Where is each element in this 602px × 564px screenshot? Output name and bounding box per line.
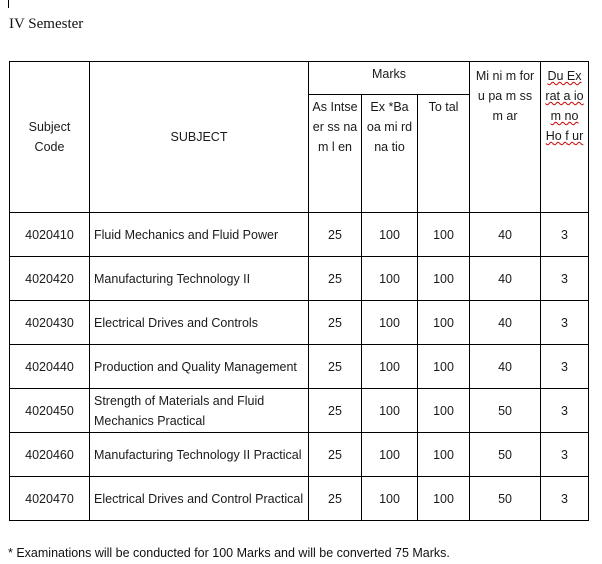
- subject-code-cell: 4020430: [10, 301, 90, 345]
- duration-cell: 3: [541, 213, 589, 257]
- external-marks-cell: 100: [362, 345, 418, 389]
- header-internal-assessment: As Intse er ss na m l en: [309, 95, 362, 213]
- subject-name-cell: Electrical Drives and Control Practical: [90, 477, 309, 521]
- header-duration: Du Ex rat a io m no Ho f ur: [541, 62, 589, 213]
- table-row: [10, 433, 589, 477]
- internal-marks-cell: 25: [309, 345, 362, 389]
- subject-code-cell: 4020410: [10, 213, 90, 257]
- internal-marks-cell: 25: [309, 301, 362, 345]
- table-row: [10, 389, 589, 433]
- external-marks-cell: 100: [362, 257, 418, 301]
- external-marks-cell: 100: [362, 301, 418, 345]
- subject-name-cell: Strength of Materials and Fluid Mechanics Practical: [90, 389, 309, 433]
- table-row: [10, 213, 589, 257]
- text-cursor: [8, 0, 9, 8]
- minimum-marks-cell: 40: [470, 301, 541, 345]
- subject-code-cell: 4020450: [10, 389, 90, 433]
- internal-marks-cell: 25: [309, 477, 362, 521]
- total-marks-cell: 100: [418, 389, 470, 433]
- subject-code-cell: 4020440: [10, 345, 90, 389]
- header-minimum-marks: Mi ni m for u pa m ss m ar: [470, 62, 541, 213]
- subject-code-cell: 4020470: [10, 477, 90, 521]
- total-marks-cell: 100: [418, 477, 470, 521]
- header-subject: SUBJECT: [90, 62, 309, 213]
- table-row: [10, 257, 589, 301]
- header-marks-group: Marks: [309, 62, 470, 95]
- internal-marks-cell: 25: [309, 257, 362, 301]
- duration-cell: 3: [541, 433, 589, 477]
- external-marks-cell: 100: [362, 213, 418, 257]
- total-marks-cell: 100: [418, 213, 470, 257]
- internal-marks-cell: 25: [309, 389, 362, 433]
- external-marks-cell: 100: [362, 389, 418, 433]
- semester-title: IV Semester: [9, 16, 84, 32]
- minimum-marks-cell: 50: [470, 433, 541, 477]
- duration-cell: 3: [541, 389, 589, 433]
- total-marks-cell: 100: [418, 345, 470, 389]
- internal-marks-cell: 25: [309, 433, 362, 477]
- minimum-marks-cell: 40: [470, 213, 541, 257]
- subject-name-cell: Manufacturing Technology II: [90, 257, 309, 301]
- duration-cell: 3: [541, 477, 589, 521]
- subject-name-cell: Electrical Drives and Controls: [90, 301, 309, 345]
- table-row: [10, 301, 589, 345]
- total-marks-cell: 100: [418, 433, 470, 477]
- scheme-table: [9, 61, 589, 521]
- external-marks-cell: 100: [362, 477, 418, 521]
- subject-name-cell: Production and Quality Management: [90, 345, 309, 389]
- internal-marks-cell: 25: [309, 213, 362, 257]
- minimum-marks-cell: 50: [470, 389, 541, 433]
- header-total: To tal: [418, 95, 470, 213]
- minimum-marks-cell: 40: [470, 345, 541, 389]
- table-row: [10, 345, 589, 389]
- table-row: [10, 477, 589, 521]
- minimum-marks-cell: 40: [470, 257, 541, 301]
- duration-cell: 3: [541, 301, 589, 345]
- duration-cell: 3: [541, 257, 589, 301]
- header-external-board: Ex *Ba oa mi rd na tio: [362, 95, 418, 213]
- minimum-marks-cell: 50: [470, 477, 541, 521]
- header-subject-code: Subject Code: [10, 62, 90, 213]
- duration-cell: 3: [541, 345, 589, 389]
- total-marks-cell: 100: [418, 257, 470, 301]
- subject-name-cell: Manufacturing Technology II Practical: [90, 433, 309, 477]
- footnote: * Examinations will be conducted for 100 Marks and will be converted 75 Marks.: [8, 546, 450, 560]
- header-row-top: [10, 62, 589, 95]
- external-marks-cell: 100: [362, 433, 418, 477]
- subject-name-cell: Fluid Mechanics and Fluid Power: [90, 213, 309, 257]
- total-marks-cell: 100: [418, 301, 470, 345]
- subject-code-cell: 4020420: [10, 257, 90, 301]
- subject-code-cell: 4020460: [10, 433, 90, 477]
